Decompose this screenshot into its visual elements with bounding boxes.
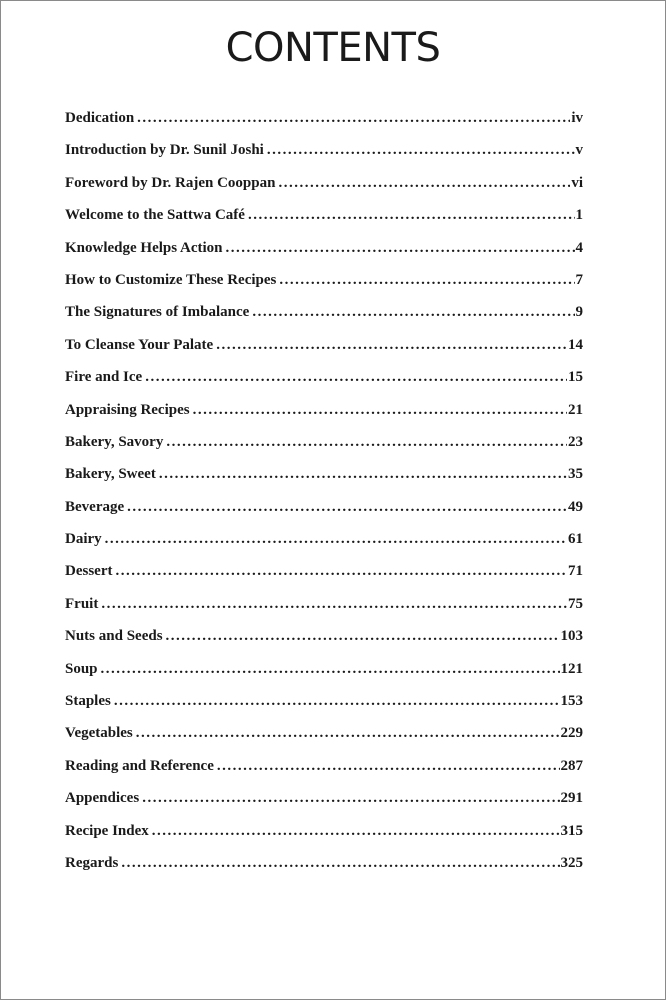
toc-entry-page: v (575, 142, 583, 159)
dot-leader (217, 754, 560, 778)
toc-entry (65, 462, 583, 494)
toc-entry-page: 23 (568, 433, 583, 450)
toc-entry (65, 430, 583, 462)
toc-entry (65, 786, 583, 818)
toc-entry (65, 236, 583, 268)
toc-entry (65, 754, 583, 786)
dot-leader (101, 657, 560, 681)
toc-entry-label: Beverage (65, 498, 125, 515)
dot-leader (166, 624, 560, 648)
toc-entry (65, 203, 583, 235)
toc-entry-label: Staples (65, 693, 111, 710)
toc-entry-label: Dedication (65, 110, 135, 126)
toc-entry-label: Appendices (65, 790, 140, 807)
dot-leader (145, 365, 567, 389)
table-of-contents (65, 106, 583, 883)
toc-entry-page: 75 (568, 595, 583, 612)
dot-leader (159, 462, 567, 486)
toc-entry-page: 21 (568, 401, 583, 418)
page-title: CONTENTS (225, 25, 441, 71)
toc-entry-label: Dairy (65, 531, 102, 548)
dot-leader (115, 559, 567, 583)
toc-entry (65, 819, 583, 851)
toc-entry (65, 851, 583, 883)
toc-entry-page: 325 (560, 854, 583, 871)
toc-entry-page: 35 (568, 466, 583, 483)
toc-entry-label: Vegetables (65, 725, 133, 742)
toc-entry-page: 1 (575, 207, 583, 224)
toc-entry (65, 365, 583, 397)
toc-entry-page: 103 (560, 628, 583, 645)
toc-entry-page: iv (571, 110, 583, 126)
toc-entry-page: 229 (560, 725, 583, 742)
toc-entry-label: Appraising Recipes (65, 401, 190, 418)
toc-entry-label: Fruit (65, 595, 99, 612)
toc-entry-page: 4 (575, 239, 583, 256)
toc-entry-label: Recipe Index (65, 822, 149, 839)
toc-entry-label: Welcome to the Sattwa Café (65, 207, 245, 224)
dot-leader (121, 851, 559, 875)
dot-leader (137, 106, 570, 130)
toc-entry-label: Regards (65, 854, 119, 871)
dot-leader (226, 236, 575, 260)
toc-entry (65, 495, 583, 527)
toc-entry (65, 689, 583, 721)
dot-leader (248, 203, 575, 227)
toc-entry (65, 624, 583, 656)
toc-entry-label: Bakery, Sweet (65, 466, 156, 483)
toc-entry-page: 287 (560, 757, 583, 774)
dot-leader (136, 721, 560, 745)
dot-leader (152, 819, 560, 843)
toc-entry (65, 171, 583, 203)
toc-entry-page: 49 (568, 498, 583, 515)
toc-entry (65, 721, 583, 753)
toc-entry (65, 138, 583, 170)
dot-leader (142, 786, 559, 810)
dot-leader (127, 495, 567, 519)
toc-entry-label: Bakery, Savory (65, 433, 164, 450)
toc-entry-page: 7 (575, 271, 583, 288)
toc-entry (65, 592, 583, 624)
toc-entry (65, 106, 583, 138)
toc-entry-label: Introduction by Dr. Sunil Joshi (65, 142, 264, 159)
toc-entry-page: 291 (560, 790, 583, 807)
dot-leader (252, 300, 574, 324)
toc-entry-label: Soup (65, 660, 98, 677)
dot-leader (193, 398, 567, 422)
toc-entry-label: Nuts and Seeds (65, 628, 163, 645)
dot-leader (166, 430, 567, 454)
toc-entry-label: The Signatures of Imbalance (65, 304, 250, 321)
toc-entry (65, 559, 583, 591)
dot-leader (101, 592, 567, 616)
toc-entry-label: Dessert (65, 563, 113, 580)
toc-entry-page: 61 (568, 531, 583, 548)
toc-entry-page: 9 (575, 304, 583, 321)
toc-entry-label: How to Customize These Recipes (65, 271, 277, 288)
toc-entry-page: 315 (560, 822, 583, 839)
dot-leader (216, 333, 567, 357)
toc-entry-page: 14 (568, 336, 583, 353)
toc-entry (65, 333, 583, 365)
toc-entry-label: Knowledge Helps Action (65, 239, 223, 256)
toc-entry (65, 657, 583, 689)
toc-entry-page: 71 (568, 563, 583, 580)
dot-leader (105, 527, 567, 551)
dot-leader (114, 689, 560, 713)
dot-leader (267, 138, 575, 162)
toc-entry-label: Reading and Reference (65, 757, 214, 774)
toc-entry-page: 153 (560, 693, 583, 710)
toc-entry-label: Fire and Ice (65, 369, 143, 386)
dot-leader (279, 268, 574, 292)
toc-entry (65, 300, 583, 332)
toc-entry-page: 121 (560, 660, 583, 677)
toc-entry-label: Foreword by Dr. Rajen Cooppan (65, 174, 276, 191)
toc-entry (65, 527, 583, 559)
toc-entry (65, 268, 583, 300)
toc-entry-page: vi (571, 174, 583, 191)
toc-entry-label: To Cleanse Your Palate (65, 336, 214, 353)
toc-entry-page: 15 (568, 369, 583, 386)
toc-entry (65, 398, 583, 430)
dot-leader (278, 171, 570, 195)
